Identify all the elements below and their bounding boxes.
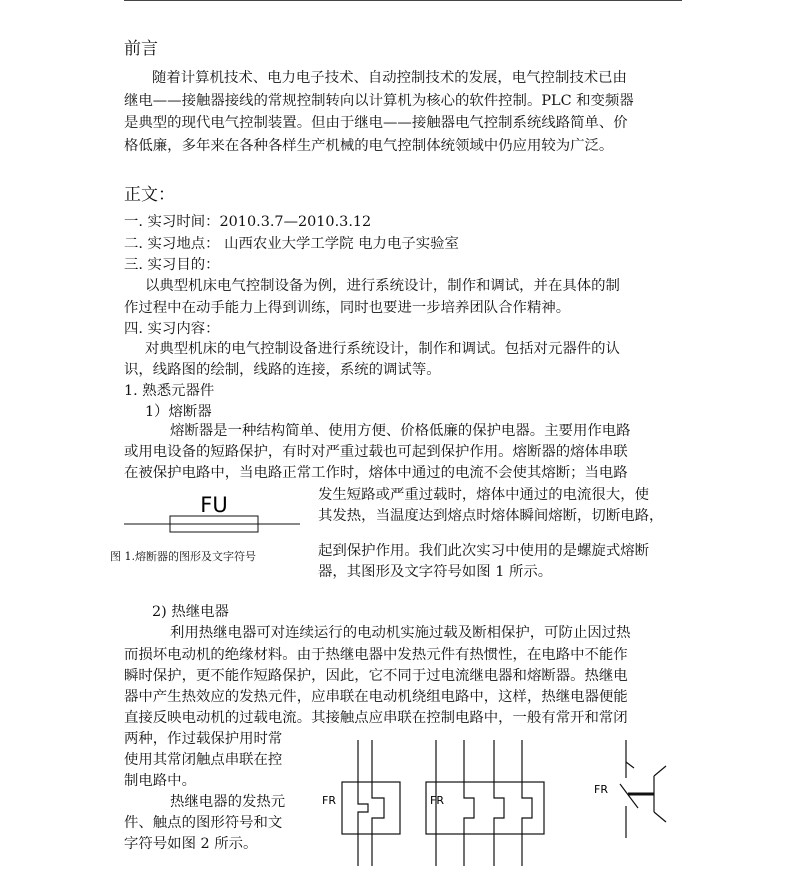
thermal-element-label: FR xyxy=(322,794,336,807)
top-rule xyxy=(124,0,682,1)
thermal-contact-label: FR xyxy=(594,783,608,796)
body-line: 字符号如图 2 所示。 xyxy=(124,836,258,852)
body-line: 制电路中。 xyxy=(124,773,196,789)
body-line: 或用电设备的短路保护，有时对严重过载也可起到保护作用。熔断器的熔体串联 xyxy=(124,444,628,460)
body-line: 作过程中在动手能力上得到训练，同时也要进一步培养团队合作精神。 xyxy=(124,300,571,316)
body-line: 2) 热继电器 xyxy=(152,604,229,620)
body-line: 利用热继电器可对连续运行的电动机实施过载及断相保护，可防止因过热 xyxy=(170,625,631,641)
body-line: 四. 实习内容： xyxy=(124,321,220,337)
body-line: 起到保护作用。我们此次实习中使用的是螺旋式熔断 xyxy=(318,543,649,559)
body-line: 1）熔断器 xyxy=(145,404,212,420)
body-line: 1. 熟悉元器件 xyxy=(124,383,215,399)
thermal-contact-symbol xyxy=(590,738,680,878)
body-line: 两种，作过载保护用时常 xyxy=(124,731,283,747)
preface-line: 是典型的现代电气控制装置。但由于继电——接触器电气控制系统线路简单、价 xyxy=(124,115,628,131)
body-line: 熔断器是一种结构简单、使用方便、价格低廉的保护电器。主要用作电路 xyxy=(170,423,631,439)
body-line: 瞬时保护，更不能作短路保护，因此，它不同于过电流继电器和熔断器。热继电 xyxy=(124,668,628,684)
body-title: 正文： xyxy=(124,185,175,205)
thermal-element-single xyxy=(320,738,410,878)
body-line: 其发热，当温度达到熔点时熔体瞬间熔断，切断电路， xyxy=(318,508,664,524)
preface-line: 格低廉，多年来在各种各样生产机械的电气控制体统领域中仍应用较为广泛。 xyxy=(124,138,614,154)
body-line: 而损坏电动机的绝缘材料。由于热继电器中发热元件有热惯性，在电路中不能作 xyxy=(124,647,628,663)
body-line: 器，其图形及文字符号如图 1 所示。 xyxy=(318,564,553,580)
body-line: 识，线路图的绘制，线路的连接，系统的调试等。 xyxy=(124,362,441,378)
body-line: 一. 实习时间：2010.3.7—2010.3.12 xyxy=(124,214,372,230)
body-line: 三. 实习目的： xyxy=(124,257,220,273)
body-line: 热继电器的发热元 xyxy=(170,794,286,810)
preface-line: 随着计算机技术、电力电子技术、自动控制技术的发展，电气控制技术已由 xyxy=(152,70,627,86)
body-line: 二. 实习地点： 山西农业大学工学院 电力电子实验室 xyxy=(124,236,459,252)
preface-title: 前言 xyxy=(124,39,158,59)
thermal-element-triple-label: FR xyxy=(430,794,444,807)
body-line: 发生短路或严重过载时，熔体中通过的电流很大，使 xyxy=(318,487,649,503)
body-line: 器中产生热效应的发热元件，应串联在电动机绕组电路中，这样，热继电器便能 xyxy=(124,689,628,705)
body-line: 件、触点的图形符号和文 xyxy=(124,815,283,831)
fuse-symbol xyxy=(124,490,304,540)
body-line: 以典型机床电气控制设备为例，进行系统设计，制作和调试，并在具体的制 xyxy=(145,278,620,294)
body-line: 使用其常闭触点串联在控 xyxy=(124,752,283,768)
body-line: 对典型机床的电气控制设备进行系统设计，制作和调试。包括对元器件的认 xyxy=(145,341,620,357)
body-line: 直接反映电动机的过载电流。其接触点应串联在控制电路中，一般有常开和常闭 xyxy=(124,710,628,726)
body-line: 在被保护电路中，当电路正常工作时，熔体中通过的电流不会使其熔断；当电路 xyxy=(124,465,628,481)
thermal-element-triple xyxy=(422,738,552,878)
preface-line: 继电——接触器接线的常规控制转向以计算机为核心的软件控制。PLC 和变频器 xyxy=(124,93,634,109)
figure1-caption: 图 1.熔断器的图形及文字符号 xyxy=(110,550,256,563)
fuse-symbol-label: FU xyxy=(200,493,228,517)
